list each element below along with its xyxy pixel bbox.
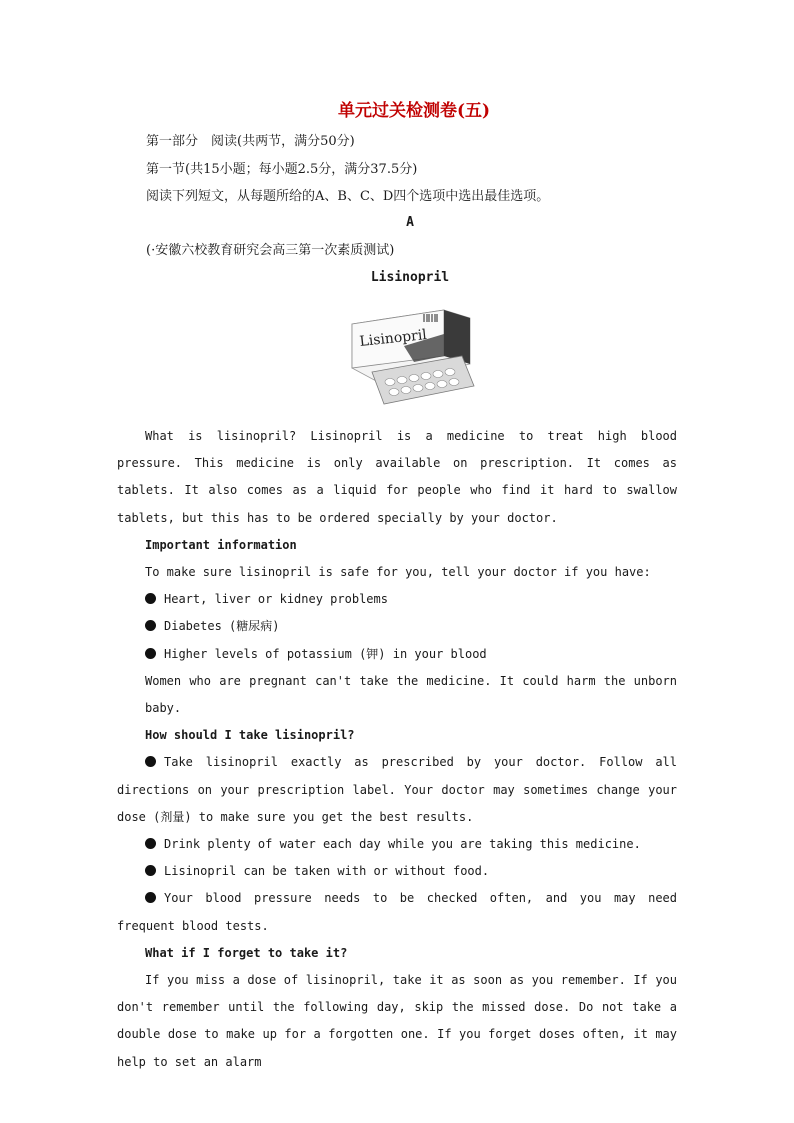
bullet-icon <box>145 756 156 767</box>
passage-body <box>117 423 677 1076</box>
passage-title: Lisinopril <box>370 270 450 285</box>
how-heading: How should I take lisinopril? <box>145 728 355 743</box>
bullet-icon <box>145 620 156 631</box>
pregnancy-note: Women who are pregnant can't take the medicine. It could harm the unborn baby. <box>145 673 677 716</box>
section-line: 第一节(共15小题；每小题2.5分，满分37.5分) <box>146 162 418 177</box>
bullet-icon <box>145 838 156 849</box>
bullet-icon <box>145 648 156 659</box>
passage-letter: A <box>406 215 414 230</box>
forget-heading: What if I forget to take it? <box>145 945 348 960</box>
list-item: Take lisinopril exactly as prescribed by your doctor. Follow all directions on your prescription label. Your doctor may sometimes change your dose (剂量) to make sure you get the best results. <box>117 755 677 824</box>
important-intro: To make sure lisinopril is safe for you, tell your doctor if you have: <box>145 565 651 580</box>
page-title: 单元过关检测卷(五) <box>337 101 491 121</box>
bullet-icon <box>145 865 156 876</box>
forget-paragraph: If you miss a dose of lisinopril, take it as soon as you remember. If you don't remember until the following day, skip the missed dose. Do not take a double dose to make up for a forgotten one. If you forget doses often, it may help to set an alarm <box>117 973 677 1069</box>
list-item: Lisinopril can be taken with or without food. <box>117 858 677 885</box>
box-label-text: Lisinopril <box>358 327 428 350</box>
list-item: Diabetes (糖尿病) <box>117 613 677 640</box>
list-item: Drink plenty of water each day while you are taking this medicine. <box>117 831 677 858</box>
bullet-icon <box>145 892 156 903</box>
source-line: (·安徽六校教育研究会高三第一次素质测试) <box>146 243 395 258</box>
bullet-icon <box>145 593 156 604</box>
intro-paragraph: What is lisinopril? Lisinopril is a medicine to treat high blood pressure. This medicine is only available on prescription. It comes as tablets. It also comes as a liquid for people who find it hard to swallow tablets, but this has to be ordered specially by your doctor. <box>117 429 677 525</box>
medicine-box-illustration <box>344 306 476 410</box>
list-item: Your blood pressure needs to be checked often, and you may need frequent blood tests. <box>117 891 677 933</box>
instruction-line: 阅读下列短文，从每题所给的A、B、C、D四个选项中选出最佳选项。 <box>146 189 550 204</box>
part-line: 第一部分 阅读(共两节，满分50分) <box>146 134 355 149</box>
important-heading: Important information <box>145 537 297 552</box>
list-item: Higher levels of potassium (钾) in your blood <box>117 641 677 668</box>
list-item: Heart, liver or kidney problems <box>117 586 677 613</box>
